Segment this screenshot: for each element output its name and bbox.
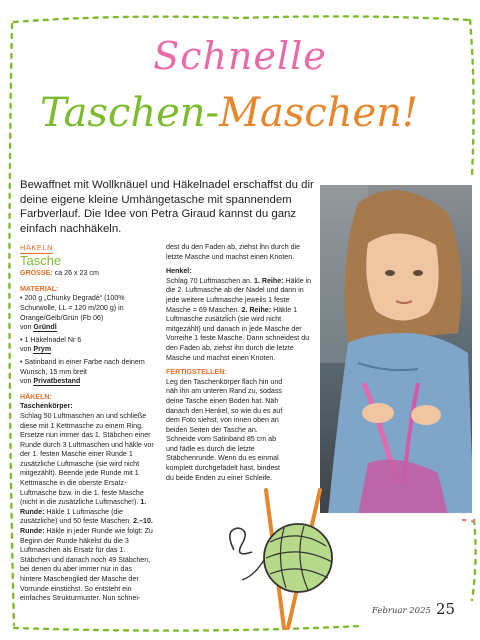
brand-prym: Prym bbox=[33, 345, 52, 354]
material-item-2-source: von Prym bbox=[20, 345, 52, 354]
material-item-1: • 200 g „Chunky Degradé“ (100% Schurwolle, LL = 120 m/200 g) in Orange/Gelb/Grün (Fb 06) bbox=[20, 294, 125, 322]
intro-text: Bewaffnet mit Wollknäuel und Häkelnadel erschaffst du dir deine eigene kleine Umhängetasche mit spannendem Farbverlauf. Die Idee von Petra Giraud kannst du ganz einfach nachhäkeln. bbox=[20, 179, 314, 235]
size-line bbox=[20, 269, 154, 279]
title-word-taschen: Taschen- bbox=[40, 90, 220, 136]
fertig-text: Leg den Taschenkörper flach hin und näh ihn am unteren Rand zu, sodass deine Tasche einen Boden hat. Näh danach den Henkel, so wie du es auf dem Foto siehst, von innen oben an beiden Seiten der Tasche an. Schneide vom Satinband 85 cm ab und fädle es durch die letzte Stäbchenrunde. Wenn du es einmal komplett durchgefädelt hast, bindest du beide Enden zu einer Schleife. bbox=[166, 377, 283, 482]
henkel-label: Henkel: bbox=[166, 267, 192, 276]
brand-gruendl: Gründl bbox=[33, 323, 57, 332]
material-label: MATERIAL: bbox=[20, 284, 59, 293]
koerper-label: Taschenkörper: bbox=[20, 402, 73, 411]
footer-issue: Februar 2025 bbox=[372, 606, 431, 616]
left-column bbox=[20, 243, 154, 604]
project-heading: Tasche bbox=[20, 252, 62, 268]
haekeln-label: HÄKELN: bbox=[20, 392, 52, 401]
title-exclaim: ! bbox=[402, 90, 419, 136]
continued-text: dest du den Faden ab, ziehst ihn durch die letzte Masche und machst einen Knoten. bbox=[166, 243, 301, 261]
section-tag: HÄKELN bbox=[20, 243, 54, 252]
right-column bbox=[166, 243, 314, 483]
yarn-ball bbox=[264, 524, 332, 592]
material-item-1-source: von Gründl bbox=[20, 323, 57, 332]
material-item-3-source: von Privatbestand bbox=[20, 377, 81, 386]
fertig-label: FERTIGSTELLEN: bbox=[166, 368, 227, 377]
heart-doodle bbox=[230, 528, 252, 554]
koerper-text: Schlag 50 Luftmaschen an und schließe diese mit 1 Kettmasche zu einem Ring. Ersetze nun immer das 1. Stäbchen einer Runde durch 3 Luftmaschen und häkle vor der 1. festen Masche einer Runde 1 zusätzliche Luftmasche (sie wird nicht mitgezählt). Beende jede Runde mit 1 Kettmasche in die oberste Ersatz-Luftmasche bzw. in die 1. feste Masche (nicht in die zusätzliche Luftmasche!). 1. Runde: Häkle 1 Luftmasche (die zusätzliche) und 50 feste Maschen. 2.–10. Runde: Häkle in jeder Runde wie folgt: Zu Beginn der Runde häkelst du die 3 Luftmaschen als Ersatz für das 1. Stäbchen und danach noch 49 Stäbchen, bei denen du aber immer nur in das hintere Maschenglied der Masche der Vorrunde einstichst. So entsteht ein einfaches Strukturmuster. Nun schnei- bbox=[20, 411, 154, 603]
material-item-2: • 1 Häkelnadel Nr 6 bbox=[20, 335, 82, 344]
size-label: GRÖSSE: bbox=[20, 269, 53, 278]
photo-frame bbox=[318, 183, 474, 515]
brand-privat: Privatbestand bbox=[33, 377, 81, 386]
henkel-text: Schlag 70 Luftmaschen an. 1. Reihe: Häkle in die 2. Luftmasche ab der Nadel und dann in jede weitere Luftmasche jeweils 1 feste Masche = 69 Maschen. 2. Reihe: Häkle 1 Luftmasche zusätzlich (sie wird nicht mitgezählt) und danach in jede Masche der Vorreihe 1 feste Masche. Dann schneidest du den Faden ab, ziehst ihn durch die letzte Masche und machst einen Knoten. bbox=[166, 276, 312, 362]
material-item-3: • Satinband in einer Farbe nach deinem Wunsch, 15 mm breit bbox=[20, 357, 145, 376]
title-line-2 bbox=[40, 90, 418, 136]
title-word-maschen: Maschen bbox=[219, 90, 402, 136]
title-line-1: Schnelle bbox=[153, 34, 327, 78]
yarn-ball-illustration bbox=[224, 480, 344, 630]
size-value: ca 26 x 23 cm bbox=[52, 269, 99, 278]
page-number: 25 bbox=[436, 600, 456, 618]
